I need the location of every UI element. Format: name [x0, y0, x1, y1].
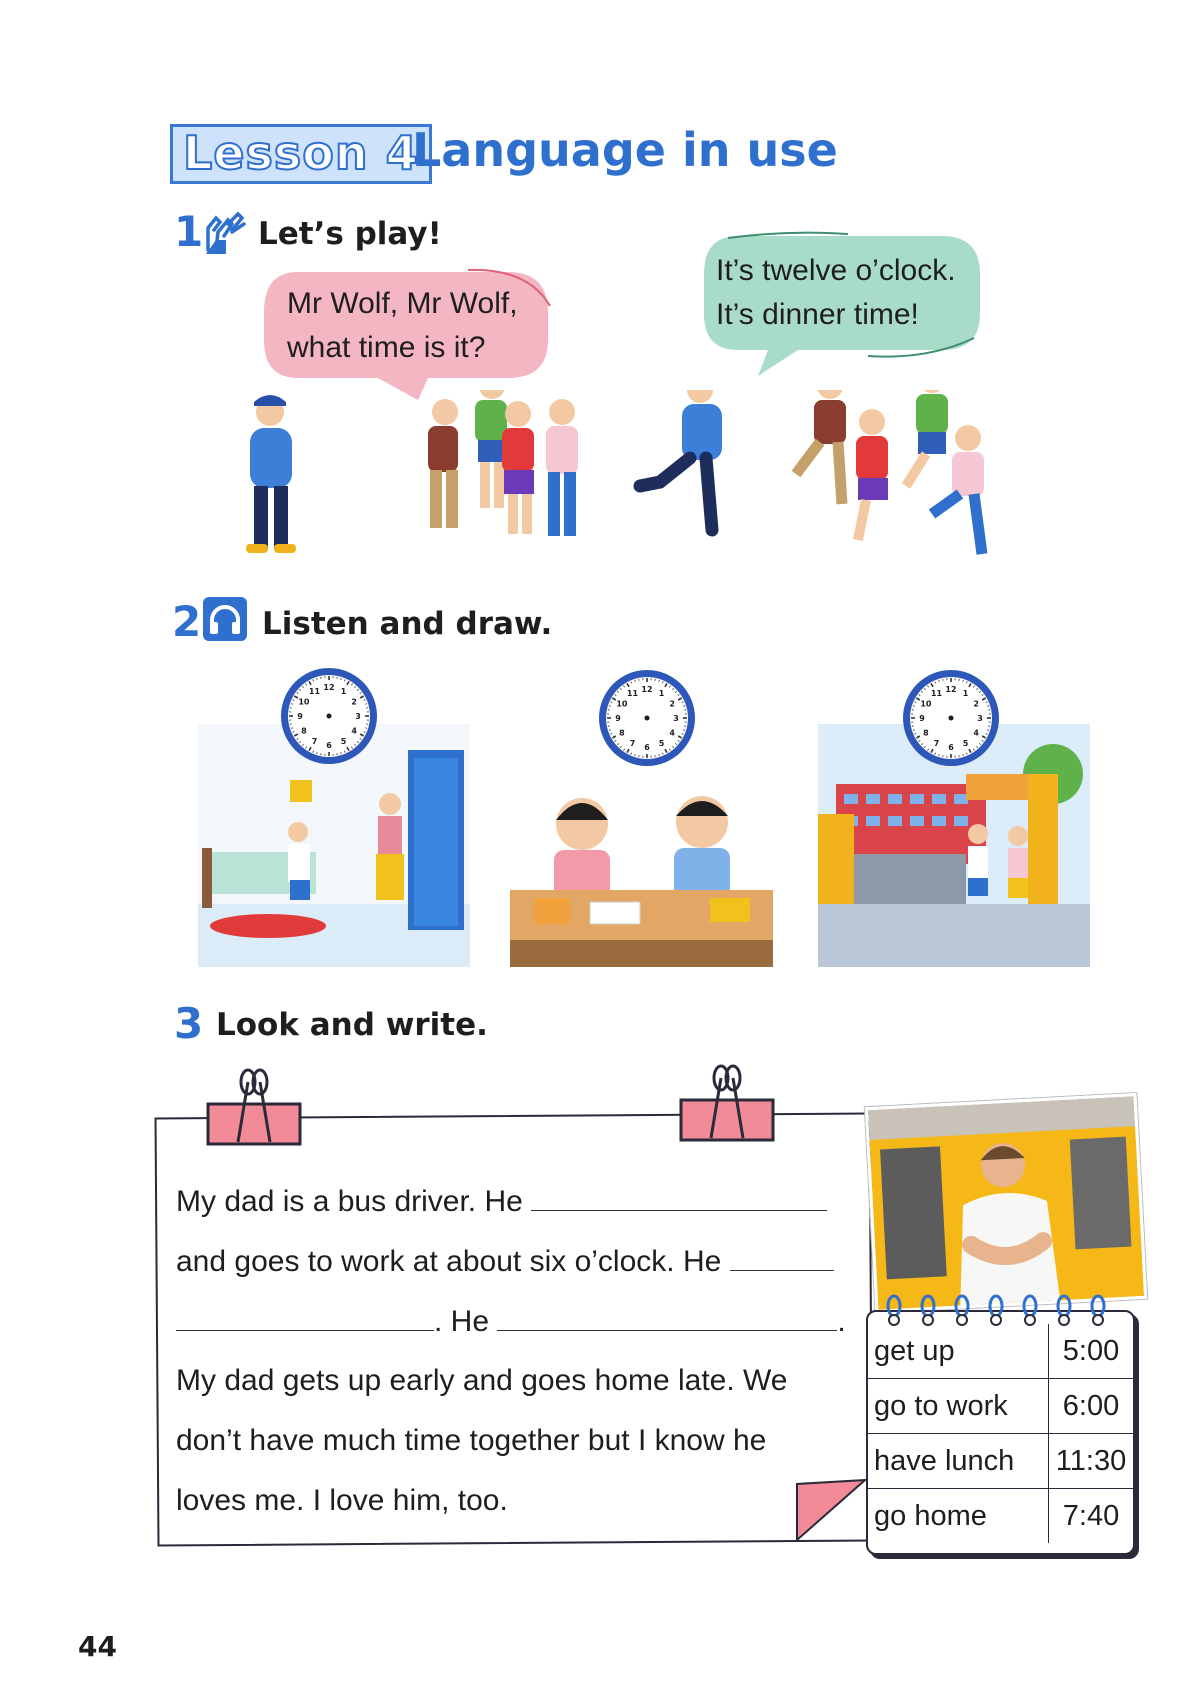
hand-clap-icon	[202, 210, 248, 256]
mr-wolf-chasing-figure	[640, 390, 722, 530]
clock-number: 6	[948, 743, 954, 752]
clock-number: 7	[311, 737, 318, 747]
note-line-2	[176, 1245, 834, 1279]
clock-number: 4	[669, 728, 675, 738]
note-line-3	[176, 1305, 846, 1339]
answer-blank-2[interactable]	[730, 1270, 834, 1271]
clock-number: 2	[669, 699, 675, 709]
clock-1	[278, 665, 380, 767]
section-1-number: 1	[174, 207, 204, 256]
schedule-time: 11:30	[1049, 1434, 1134, 1489]
section-3-number: 3	[174, 999, 204, 1048]
answer-blank-3[interactable]	[176, 1330, 434, 1331]
kids-running-group	[796, 390, 984, 554]
clock-3	[900, 667, 1002, 769]
classroom-scene	[510, 780, 773, 967]
clock-number: 1	[962, 688, 969, 698]
note-line-1	[176, 1185, 827, 1219]
note-folded-corner	[795, 1478, 867, 1542]
notebook-spiral-rings	[880, 1294, 1120, 1328]
clock-number: 3	[355, 712, 361, 721]
section-2-number: 2	[172, 597, 202, 646]
mr-wolf-standing-figure	[246, 395, 296, 553]
clock-number: 3	[673, 714, 679, 723]
clock-number: 11	[930, 688, 943, 698]
schedule-activity: go to work	[868, 1379, 1049, 1434]
mr-wolf-game-illustration	[230, 390, 1060, 620]
clock-number: 10	[616, 699, 628, 709]
section-1-title: Let’s play!	[258, 216, 442, 252]
schedule-activity: get up	[868, 1324, 1049, 1379]
clock-number: 12	[945, 685, 957, 694]
binder-clip-left	[204, 1068, 304, 1148]
schedule-activity: go home	[874, 1499, 987, 1532]
lesson-badge: Lesson 4	[170, 124, 432, 184]
schedule-table	[868, 1324, 1133, 1543]
section-3-title: Look and write.	[216, 1007, 488, 1043]
schedule-time: 6:00	[1049, 1379, 1134, 1434]
lesson-title: Language in use	[412, 123, 838, 177]
schedule-row	[868, 1379, 1133, 1434]
clock-number: 1	[340, 686, 347, 696]
answer-blank-1[interactable]	[531, 1210, 827, 1211]
pink-bubble-line-2: what time is it?	[287, 331, 486, 364]
clock-number: 10	[298, 697, 310, 707]
kids-walking-group	[428, 390, 578, 536]
note-line-2-text: and goes to work at about six o’clock. He	[176, 1245, 722, 1278]
schedule-row	[868, 1489, 1133, 1544]
note-line-3-text: . He	[434, 1305, 490, 1338]
schedule-activity: have lunch	[868, 1434, 1049, 1489]
binder-clip-right	[677, 1064, 777, 1144]
clock-number: 5	[340, 737, 347, 747]
clock-number: 9	[615, 714, 621, 723]
clock-number: 7	[933, 739, 940, 749]
clock-number: 11	[626, 688, 639, 698]
clock-2	[596, 667, 698, 769]
clock-number: 8	[301, 726, 307, 736]
clock-number: 6	[644, 743, 650, 752]
clock-number: 4	[351, 726, 357, 736]
section-2-title: Listen and draw.	[262, 606, 553, 642]
clock-number: 6	[326, 741, 332, 750]
clock-number: 5	[962, 739, 969, 749]
clock-number: 2	[973, 699, 979, 709]
clock-number: 5	[658, 739, 665, 749]
bus-driver-photo	[865, 1093, 1147, 1313]
clock-number: 8	[619, 728, 625, 738]
schedule-row	[868, 1324, 1133, 1379]
note-line-4: My dad gets up early and goes home late. We	[176, 1364, 788, 1397]
clock-number: 3	[977, 714, 983, 723]
note-line-6: loves me. I love him, too.	[176, 1484, 508, 1517]
pink-bubble-line-1: Mr Wolf, Mr Wolf,	[287, 287, 518, 320]
headphones-icon	[202, 596, 248, 642]
note-line-5: don’t have much time together but I know he	[176, 1424, 767, 1457]
green-bubble-line-1: It’s twelve o’clock.	[716, 254, 956, 287]
page-number: 44	[78, 1630, 117, 1663]
clock-number: 7	[629, 739, 636, 749]
clock-number: 12	[641, 685, 653, 694]
schedule-time: 5:00	[1049, 1324, 1134, 1379]
clock-number: 4	[973, 728, 979, 738]
clock-number: 9	[919, 714, 925, 723]
schedule-row	[868, 1434, 1133, 1489]
answer-blank-4[interactable]	[497, 1330, 837, 1331]
schedule-time: 7:40	[1049, 1489, 1134, 1544]
clock-number: 2	[351, 697, 357, 707]
clock-number: 9	[297, 712, 303, 721]
clock-number: 8	[923, 728, 929, 738]
clock-number: 11	[308, 686, 321, 696]
clock-number: 1	[658, 688, 665, 698]
clock-number: 10	[920, 699, 932, 709]
green-bubble-line-2: It’s dinner time!	[716, 298, 919, 331]
note-line-1-text: My dad is a bus driver. He	[176, 1185, 523, 1218]
note-line-3-end: .	[837, 1305, 846, 1338]
clock-number: 12	[323, 683, 335, 692]
schedule-card	[866, 1310, 1135, 1555]
